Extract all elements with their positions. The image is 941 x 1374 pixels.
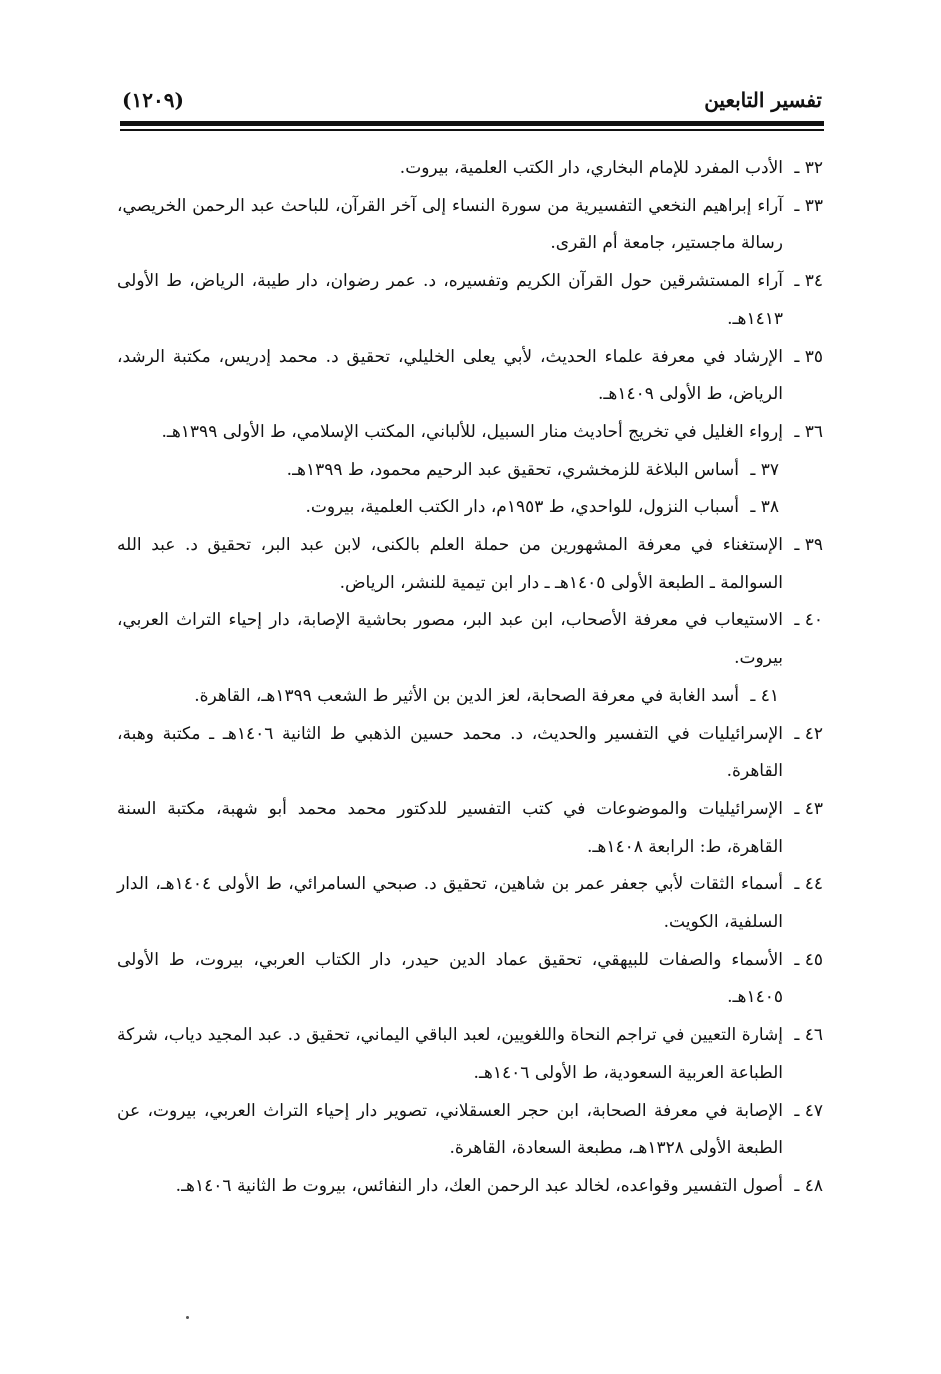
bibliography-entry (117, 602, 823, 677)
entry-text: أسد الغابة في معرفة الصحابة، لعز الدين بن الأثير ط الشعب ١٣٩٩هـ، القاهرة. (194, 685, 739, 706)
entry-text: الاستيعاب في معرفة الأصحاب، ابن عبد البر، مصور بحاشية الإصابة، دار إحياء التراث العربي، بيروت. (117, 610, 783, 669)
bibliography-list (117, 150, 823, 1206)
entry-number: ٣٥ ـ (794, 346, 823, 367)
bibliography-entry (117, 188, 823, 263)
entry-number: ٤٨ ـ (794, 1175, 823, 1196)
bibliography-entry (117, 942, 823, 1017)
bibliography-entry (117, 452, 823, 490)
bibliography-entry (117, 150, 823, 188)
bibliography-entry (117, 1017, 823, 1092)
entry-text: الإسرائيليات في التفسير والحديث، د. محمد حسين الذهبي ط الثانية ١٤٠٦هـ ـ مكتبة وهبة، القاهرة. (117, 723, 783, 782)
running-title: تفسير التابعين (704, 88, 822, 112)
entry-number: ٤٥ ـ (794, 949, 823, 970)
bibliography-entry (117, 527, 823, 602)
page-number: (١٢٠٩) (122, 88, 184, 112)
entry-number: ٤٦ ـ (794, 1025, 823, 1046)
bibliography-entry (117, 339, 823, 414)
entry-number: ٤٣ ـ (794, 798, 823, 819)
entry-text: آراء المستشرقين حول القرآن الكريم وتفسيره، د. عمر رضوان، دار طيبة، الرياض، ط الأولى ١٤١٣هـ. (117, 271, 783, 329)
entry-text: الإستغناء في معرفة المشهورين من حملة العلم بالكنى، لابن عبد البر، تحقيق د. عبد الله السوالمة ـ الطبعة الأولى ١٤٠٥هـ ـ دار ابن تيمية للنشر، الرياض. (117, 535, 783, 593)
entry-text: الأسماء والصفات للبيهقي، تحقيق عماد الدين حيدر، دار الكتاب العربي، بيروت، ط الأولى ١٤٠٥هـ. (117, 949, 783, 1008)
bibliography-entry (117, 866, 823, 941)
bibliography-entry (117, 716, 823, 791)
entry-number: ٣٨ ـ (750, 497, 779, 518)
entry-number: ٣٩ ـ (794, 535, 823, 556)
entry-text: آراء إبراهيم النخعي التفسيرية من سورة النساء إلى آخر القرآن، للباحث عبد الرحمن الخريصي، رسالة ماجستير، جامعة أم القرى. (117, 195, 783, 254)
bibliography-entry (117, 1093, 823, 1168)
bibliography-entry (117, 1168, 823, 1206)
entry-number: ٣٤ ـ (794, 271, 823, 292)
entry-number: ٣٦ ـ (794, 421, 823, 442)
entry-text: إشارة التعيين في تراجم النحاة واللغويين، لعبد الباقي اليماني، تحقيق د. عبد المجيد دياب، شركة الطباعة العربية السعودية، ط الأولى ١٤٠٦هـ. (117, 1025, 783, 1083)
entry-text: أسباب النزول، للواحدي، ط ١٩٥٣م، دار الكتب العلمية، بيروت. (305, 497, 739, 518)
footer-dot (186, 1316, 189, 1319)
bibliography-entry (117, 678, 823, 716)
entry-number: ٤٧ ـ (794, 1100, 823, 1121)
entry-number: ٣٣ ـ (794, 195, 823, 216)
entry-text: الإرشاد في معرفة علماء الحديث، لأبي يعلى الخليلي، تحقيق د. محمد إدريس، مكتبة الرشد، الرياض، ط الأولى ١٤٠٩هـ. (117, 346, 783, 405)
bibliography-entry (117, 263, 823, 338)
header-rule-thick (120, 121, 824, 126)
bibliography-entry (117, 489, 823, 527)
entry-text: الأدب المفرد للإمام البخاري، دار الكتب العلمية، بيروت. (399, 158, 783, 178)
entry-text: أساس البلاغة للزمخشري، تحقيق عبد الرحيم محمود، ط ١٣٩٩هـ. (286, 459, 739, 480)
header-rule-thin (120, 129, 824, 131)
bibliography-entry (117, 414, 823, 452)
entry-text: إرواء الغليل في تخريج أحاديث منار السبيل، للألباني، المكتب الإسلامي، ط الأولى ١٣٩٩هـ. (161, 421, 783, 442)
entry-text: أصول التفسير وقواعده، لخالد عبد الرحمن العك، دار النفائس، بيروت ط الثانية ١٤٠٦هـ. (175, 1175, 783, 1196)
entry-number: ٤٤ ـ (794, 874, 823, 895)
entry-text: أسماء الثقات لأبي جعفر عمر بن شاهين، تحقيق د. صبحي السامرائي، ط الأولى ١٤٠٤هـ، الدار السلفية، الكويت. (117, 874, 783, 933)
entry-number: ٣٧ ـ (750, 459, 779, 480)
page-header (122, 84, 822, 120)
entry-text: الإسرائيليات والموضوعات في كتب التفسير للدكتور محمد محمد أبو شهبة، مكتبة السنة القاهرة، ط: الرابعة ١٤٠٨هـ. (117, 798, 783, 857)
entry-number: ٤٢ ـ (794, 723, 823, 744)
entry-text: الإصابة في معرفة الصحابة، ابن حجر العسقلاني، تصوير دار إحياء التراث العربي، بيروت، عن الطبعة الأولى ١٣٢٨هـ، مطبعة السعادة، القاهرة. (117, 1100, 783, 1159)
entry-number: ٤٠ ـ (794, 610, 823, 631)
entry-number: ٣٢ ـ (794, 158, 823, 178)
entry-number: ٤١ ـ (750, 685, 779, 706)
bibliography-entry (117, 791, 823, 866)
